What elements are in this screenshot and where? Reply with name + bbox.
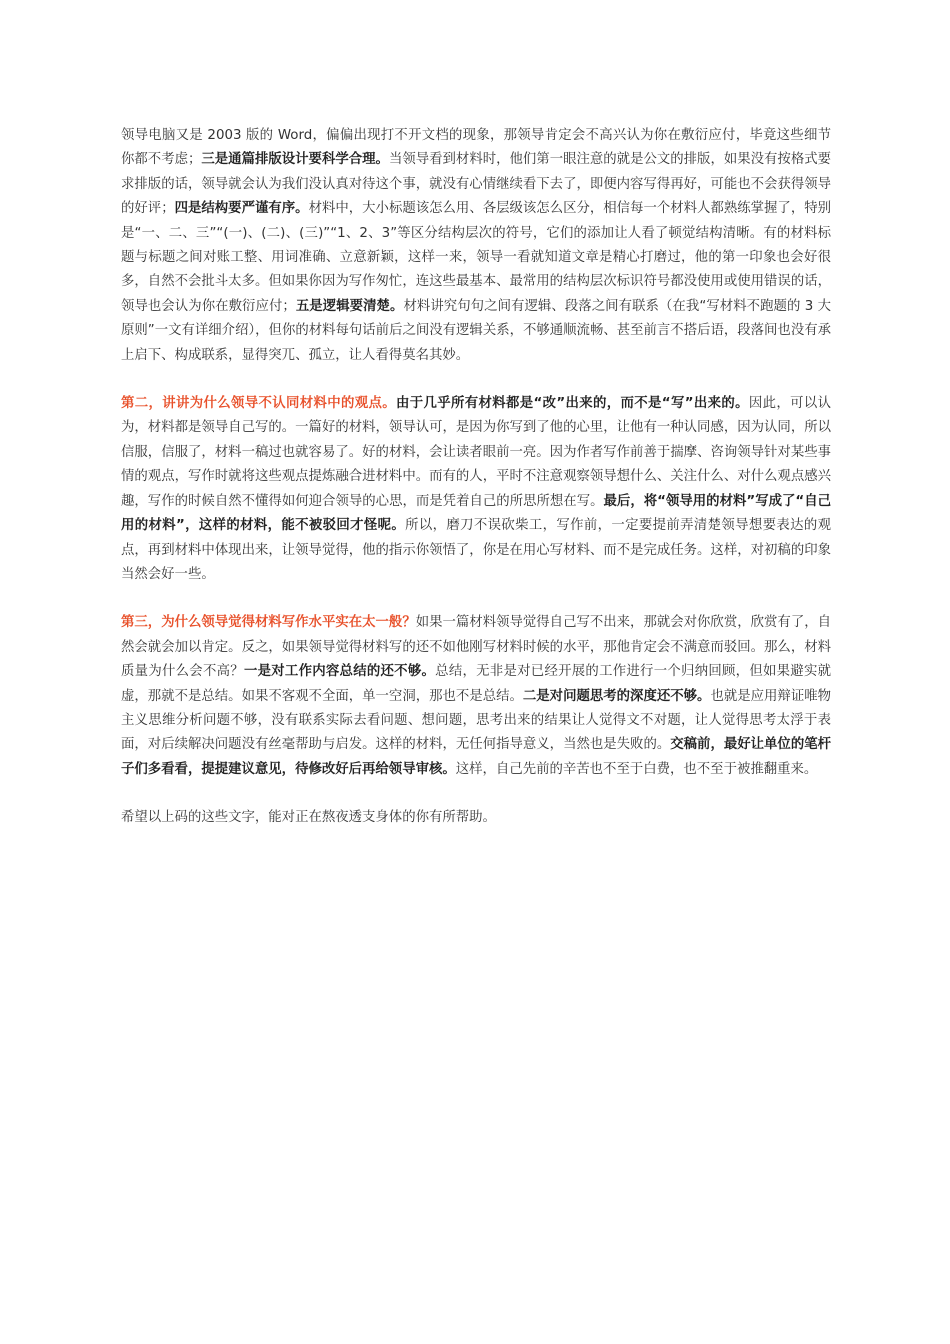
bold-statement: 交稿前，最好让单位的笔杆子们多看看，提提建议意见，待修改好后再给领导审核。 <box>121 737 831 777</box>
paragraph-second-section <box>121 392 831 587</box>
text-segment: 材料中，大小标题该怎么用、各层级该怎么区分，相信每一个材料人都熟练掌握了，特别是“一、二、三”“(一)、(二)、(三)”“1、2、3”等区分结构层次的符号，它们的添加让人看了顿觉结构清晰。有的材料标题与标题之间对账工整、用词准确、立意新颖，这样一来，领导一看就知道文章是精心打磨过，他的第一印象也会好很多，自然不会批斗太多。但如果你因为写作匆忙，连这些最基本、最常用的结构层次标识符号都没使用或使用错误的话，领导也会认为你在敷衍应付； <box>121 201 832 314</box>
point-three-heading: 三是通篇排版设计要科学合理。 <box>201 152 389 168</box>
text-segment: 所以，磨刀不误砍柴工，写作前，一定要提前弄清楚领导想要表达的观点，再到材料中体现出来，让领导觉得，他的指示你领悟了，你是在用心写材料、而不是完成任务。这样，对初稿的印象当然会好一些。 <box>121 518 831 582</box>
document-body <box>121 124 831 831</box>
paragraph-third-section <box>121 611 831 782</box>
text-segment: 当领导看到材料时，他们第一眼注意的就是公文的排版，如果没有按格式要求排版的话，领导就会认为我们没认真对待这个事，就没有心情继续看下去了，即便内容写得再好，可能也不会获得领导的好评； <box>121 152 832 217</box>
closing-text: 希望以上码的这些文字，能对正在熬夜透支身体的你有所帮助。 <box>121 810 496 826</box>
paragraph-closing <box>121 806 831 830</box>
text-segment: 如果一篇材料领导觉得自己写不出来，那就会对你欣赏，欣赏有了，自然会就会加以肯定。反之，如果领导觉得材料写的还不如他刚写材料时候的水平，那他肯定会不满意而驳回。那么，材料质量为什么会不高？ <box>121 615 831 680</box>
bold-statement: 最后，将“领导用的材料”写成了“自己用的材料”，这样的材料，能不被驳回才怪呢。 <box>121 493 832 534</box>
bold-statement: 由于几乎所有材料都是“改”出来的，而不是“写”出来的。 <box>396 396 749 412</box>
paragraph-gap <box>121 782 831 806</box>
paragraph-formatting-logic <box>121 124 831 368</box>
point-four-heading: 四是结构要严谨有序。 <box>174 201 309 217</box>
text-segment: 总结，无非是对已经开展的工作进行一个归纳回顾，但如果避实就虚，那就不是总结。如果不客观不全面，单一空洞，那也不是总结。 <box>121 664 832 704</box>
point-five-heading: 五是逻辑要清楚。 <box>295 298 404 314</box>
text-segment: 领导电脑又是 2003 版的 Word，偏偏出现打不开文档的现象，那领导肯定会不高兴认为你在敷衍应付，毕竟这些细节你都不考虑； <box>121 128 831 168</box>
text-segment: 也就是应用辩证唯物主义思维分析问题不够，没有联系实际去看问题、想问题，思考出来的结果让人觉得文不对题，让人觉得思考太浮于表面，对后续解决问题没有丝毫帮助与启发。这样的材料，无任何指导意义，当然也是失败的。 <box>121 688 832 753</box>
section-two-heading: 第二，讲讲为什么领导不认同材料中的观点。 <box>121 396 396 412</box>
text-segment: 材料讲究句句之间有逻辑、段落之间有联系（在我“写材料不跑题的 3 大原则”一文有详细介绍），但你的材料每句话前后之间没有逻辑关系，不够通顺流畅、甚至前言不搭后语，段落间也没有承上启下、构成联系，显得突兀、孤立，让人看得莫名其妙。 <box>121 298 832 363</box>
text-segment: 因此，可以认为，材料都是领导自己写的。一篇好的材料，领导认可，是因为你写到了他的心里，让他有一种认同感，因为认同，所以信服，信服了，材料一稿过也就容易了。好的材料，会让读者眼前一亮。因为作者写作前善于揣摩、咨询领导针对某些事情的观点，写作时就将这些观点提炼融合进材料中。而有的人，平时不注意观察领导想什么、关注什么、对什么观点感兴趣，写作的时候自然不懂得如何迎合领导的心思，而是凭着自己的所思所想在写。 <box>121 396 832 509</box>
section-three-heading: 第三，为什么领导觉得材料写作水平实在太一般？ <box>121 615 416 631</box>
point-one-heading: 一是对工作内容总结的还不够。 <box>243 664 436 680</box>
paragraph-gap <box>121 587 831 611</box>
point-two-heading: 二是对问题思考的深度还不够。 <box>522 688 711 704</box>
paragraph-gap <box>121 368 831 392</box>
text-segment: 这样，自己先前的辛苦也不至于白费，也不至于被推翻重来。 <box>455 761 818 777</box>
